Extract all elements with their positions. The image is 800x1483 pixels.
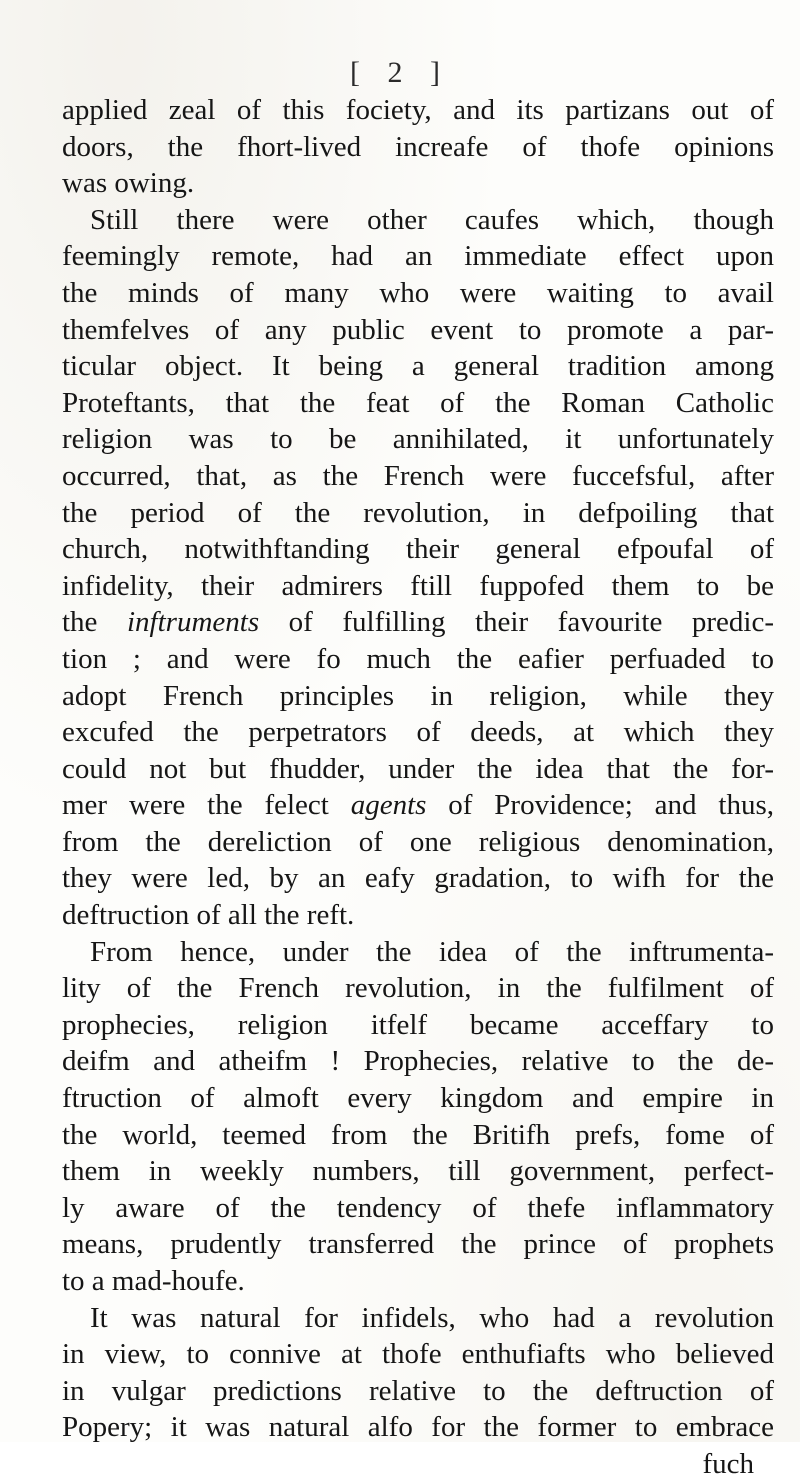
text-line: the world, teemed from the Britifh prefs, fome of — [62, 1118, 774, 1151]
text-line: ticular object. It being a general tradition among — [62, 350, 774, 383]
text-line: they were led, by an eafy gradation, to wifh for the — [62, 862, 774, 895]
text-line: themfelves of any public event to promote a par- — [62, 313, 774, 346]
text-line: from the dereliction of one religious denomination, — [62, 825, 774, 858]
text-line: ly aware of the tendency of thefe inflammatory — [62, 1191, 774, 1224]
text-line: tion ; and were fo much the eafier perfuaded to — [62, 642, 774, 675]
text-line: prophecies, religion itfelf became acceffary to — [62, 1008, 774, 1041]
text-line: Popery; it was natural alfo for the former to embrace — [62, 1411, 774, 1444]
italic-word-instruments: inftruments — [126, 606, 260, 639]
text-line: means, prudently transferred the prince of prophets — [62, 1228, 774, 1261]
text-line-italic-agents: mer were the felect agents of Providence; and thus, — [62, 789, 775, 822]
text-line: deifm and atheifm ! Prophecies, relative to the de- — [62, 1045, 774, 1078]
text-line: the minds of many who were waiting to avail — [62, 276, 774, 309]
text-line: deftruction of all the reft. — [62, 899, 355, 932]
text-line: From hence, under the idea of the inftrumenta- — [90, 935, 774, 968]
text-line: applied zeal of this fociety, and its partizans out of — [62, 94, 774, 126]
text-line: in vulgar predictions relative to the deftruction of — [62, 1374, 774, 1407]
catchword: fuch — [702, 1447, 754, 1480]
text-line: religion was to be annihilated, it unfortunately — [62, 423, 774, 456]
text-line: infidelity, their admirers ftill fuppofed them to be — [62, 569, 774, 602]
text-line: It was natural for infidels, who had a revolution — [90, 1301, 774, 1334]
text-line: could not but fhudder, under the idea that the for- — [62, 752, 774, 785]
text-line: to a mad-houfe. — [62, 1265, 245, 1297]
text-line: lity of the French revolution, in the fulfilment of — [62, 972, 774, 1005]
page-number: [ 2 ] — [350, 56, 450, 89]
text-line-italic-instruments: the inftruments of fulfilling their favourite predic- — [62, 606, 775, 639]
text-line: the period of the revolution, in defpoiling that — [62, 496, 774, 529]
text-line: church, notwithftanding their general efpoufal of — [62, 533, 774, 566]
text-line: occurred, that, as the French were fuccefsful, after — [62, 459, 774, 492]
text-line: doors, the fhort-lived increafe of thofe opinions — [62, 130, 774, 163]
text-line: Proteftants, that the feat of the Roman Catholic — [62, 386, 774, 419]
body-text — [62, 92, 774, 1483]
text-line: them in weekly numbers, till government, perfect- — [62, 1155, 774, 1188]
text-line: Still there were other caufes which, though — [90, 203, 774, 236]
text-line: was owing. — [62, 167, 195, 200]
text-line: feemingly remote, had an immediate effect upon — [62, 240, 774, 273]
text-line: excufed the perpetrators of deeds, at which they — [62, 716, 774, 749]
text-line: ftruction of almoft every kingdom and empire in — [62, 1082, 774, 1115]
italic-word-agents: agents — [350, 789, 427, 822]
text-line: in view, to connive at thofe enthufiafts who believed — [62, 1338, 774, 1371]
text-line: adopt French principles in religion, while they — [62, 679, 774, 712]
